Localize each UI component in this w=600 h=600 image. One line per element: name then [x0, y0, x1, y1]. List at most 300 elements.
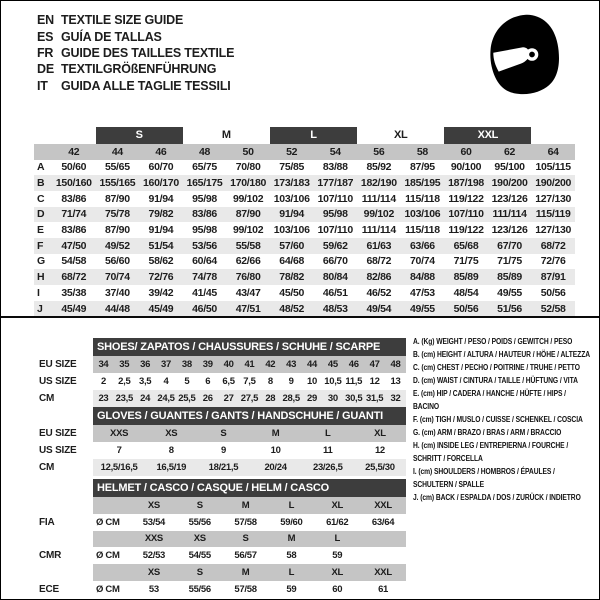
- size-cell: 107/110: [317, 192, 353, 205]
- value-cell: 37: [161, 359, 171, 370]
- size-cell: 95/98: [192, 224, 217, 237]
- size-group-spacer: [52, 127, 96, 144]
- value-cell: 27,5: [240, 393, 259, 404]
- size-cell: 49/52: [104, 239, 130, 252]
- gloves-row: [34, 425, 406, 442]
- size-cell: 103/106: [273, 224, 310, 237]
- value-cell: 23/26,5: [312, 462, 343, 473]
- size-cell: 80/84: [322, 271, 348, 284]
- value-cell: 53/54: [142, 516, 166, 528]
- value-cell: 9: [288, 376, 294, 387]
- value-cell: 28,5: [282, 393, 300, 404]
- value-cell: 24,5: [157, 393, 175, 404]
- size-cell: 61/63: [366, 239, 392, 252]
- value-cell: XXS: [110, 428, 129, 439]
- gloves-row: [34, 442, 406, 459]
- size-cell: 95/98: [322, 208, 348, 221]
- size-cell: 87/91: [540, 271, 566, 284]
- size-cell: 83/86: [192, 208, 217, 221]
- size-cell: 48/54: [453, 286, 479, 299]
- size-cell: 190/200: [535, 177, 572, 190]
- value-cell: M: [271, 428, 280, 439]
- size-row-label: A: [37, 161, 45, 174]
- value-cell: 48: [390, 359, 401, 370]
- row-label: CM: [39, 393, 55, 404]
- size-cell: 62/66: [235, 255, 261, 268]
- size-cell: 82/86: [366, 271, 392, 284]
- size-cell: 47/53: [410, 286, 435, 299]
- size-cell: 46/51: [322, 286, 348, 299]
- value-cell: 38: [181, 359, 192, 370]
- size-column-header: 42: [68, 145, 80, 158]
- helmet-table-title: HELMET / CASCO / CASQUE / HELM / CASCO: [93, 479, 406, 497]
- size-cell: 87/90: [104, 192, 130, 205]
- size-cell: 127/130: [535, 192, 572, 205]
- value-cell: 57/58: [234, 583, 257, 595]
- size-table-row: [34, 207, 575, 223]
- row-label: [34, 497, 93, 514]
- helmet-row: [34, 547, 406, 564]
- size-cell: 71/74: [61, 208, 87, 221]
- size-cell: 123/126: [491, 224, 528, 237]
- size-cell: 87/90: [235, 208, 261, 221]
- size-row-label: J: [37, 302, 43, 315]
- value-cell: 43: [286, 359, 297, 370]
- helmet-table: [34, 479, 406, 598]
- size-cell: 111/114: [361, 224, 396, 237]
- value-cell: 2: [100, 376, 106, 387]
- size-cell: 71/75: [497, 255, 522, 268]
- size-cell: 115/118: [405, 192, 440, 205]
- size-column-header: 64: [547, 145, 559, 158]
- value-cell: 7: [116, 445, 122, 456]
- size-cell: 85/89: [453, 271, 479, 284]
- value-cell: 6: [205, 376, 211, 387]
- size-cell: 41/45: [192, 286, 217, 299]
- language-title: TEXTILGRÖßENFÜHRUNG: [61, 62, 217, 77]
- size-cell: 70/80: [235, 161, 261, 174]
- size-column-header: 56: [373, 145, 385, 158]
- helmet-row: [34, 497, 406, 514]
- size-cell: 182/190: [360, 177, 397, 190]
- row-values: [93, 459, 406, 476]
- value-cell: 7,5: [243, 376, 256, 387]
- size-group-header: L: [270, 127, 357, 144]
- size-row-label: I: [37, 286, 40, 299]
- size-table-row: [34, 254, 575, 270]
- language-code: IT: [37, 78, 48, 93]
- size-group-spacer: [531, 127, 575, 144]
- value-cell: XS: [147, 499, 160, 511]
- size-cell: 53/56: [192, 239, 217, 252]
- size-cell: 99/102: [363, 208, 394, 221]
- value-cell: 46: [348, 359, 359, 370]
- value-cell: 11,5: [345, 376, 363, 387]
- size-cell: 79/82: [148, 208, 174, 221]
- size-cell: 46/52: [366, 286, 392, 299]
- legend-item: A. (Kg) WEIGHT / PESO / POIDS / GEWITCH / PESO: [413, 337, 573, 346]
- size-cell: 75/78: [104, 208, 130, 221]
- size-column-header: 60: [460, 145, 472, 158]
- value-cell: 24: [140, 393, 151, 404]
- gloves-rows: [34, 425, 406, 476]
- value-cell: 26: [202, 393, 213, 404]
- gloves-table: [34, 407, 406, 476]
- size-cell: 51/56: [497, 302, 522, 315]
- shoes-table: [34, 338, 406, 407]
- diameter-unit-label: Ø CM: [96, 583, 120, 595]
- value-cell: 12: [374, 445, 385, 456]
- value-cell: 9: [220, 445, 226, 456]
- size-cell: 47/51: [235, 302, 261, 315]
- size-cell: 39/42: [148, 286, 174, 299]
- size-cell: 37/40: [104, 286, 130, 299]
- size-table-row: [34, 191, 575, 207]
- value-cell: M: [241, 567, 250, 579]
- value-cell: M: [287, 533, 296, 545]
- value-cell: M: [241, 499, 250, 511]
- language-code: EN: [37, 13, 54, 28]
- size-cell: 127/130: [535, 224, 572, 237]
- legend-item: I. (cm) SHOULDERS / HOMBROS / ÉPAULES / SCHULTERN / SPALLE: [413, 467, 555, 489]
- size-cell: 68/72: [366, 255, 392, 268]
- value-cell: 23,5: [115, 393, 133, 404]
- size-cell: 170/180: [230, 177, 267, 190]
- row-values: [93, 514, 406, 531]
- value-cell: 55/56: [188, 516, 211, 528]
- language-row: [37, 12, 234, 28]
- value-cell: 55/56: [188, 583, 211, 595]
- size-cell: 65/68: [453, 239, 479, 252]
- row-label: US SIZE: [39, 376, 77, 387]
- size-cell: 35/38: [61, 286, 87, 299]
- size-data-rows: [34, 160, 575, 317]
- value-cell: S: [196, 567, 203, 579]
- row-label: CMR: [39, 550, 62, 562]
- size-cell: 115/119: [535, 208, 571, 221]
- size-cell: 43/47: [235, 286, 261, 299]
- value-cell: 10,5: [324, 376, 342, 387]
- value-cell: 8: [168, 445, 174, 456]
- value-cell: 36: [140, 359, 151, 370]
- value-cell: 13: [390, 376, 401, 387]
- value-cell: 4: [163, 376, 169, 387]
- value-cell: 20/24: [264, 462, 287, 473]
- shoes-row: [34, 356, 406, 373]
- value-cell: 31,5: [365, 393, 384, 404]
- size-cell: 99/102: [232, 192, 264, 205]
- size-row-label: F: [37, 239, 44, 252]
- size-cell: 87/95: [410, 161, 435, 174]
- value-cell: 3,5: [138, 376, 152, 387]
- size-cell: 85/92: [366, 161, 392, 174]
- size-row-label: G: [37, 255, 45, 268]
- section-divider: [1, 316, 600, 318]
- size-cell: 83/88: [322, 161, 348, 174]
- value-cell: 18/21,5: [208, 462, 239, 473]
- size-cell: 111/114: [492, 208, 527, 221]
- row-values: [93, 356, 406, 373]
- size-table-row: [34, 222, 575, 238]
- value-cell: L: [334, 533, 340, 545]
- value-cell: 29: [307, 393, 317, 404]
- value-cell: XXL: [374, 499, 392, 511]
- size-table-row: [34, 285, 575, 301]
- size-column-header: 58: [416, 145, 428, 158]
- size-cell: 74/78: [192, 271, 217, 284]
- size-cell: 107/110: [317, 224, 353, 237]
- size-column-header: 62: [504, 145, 516, 158]
- value-cell: 59: [286, 583, 297, 595]
- value-cell: 42: [265, 359, 276, 370]
- language-code: FR: [37, 45, 54, 60]
- size-cell: 45/49: [148, 302, 174, 315]
- gloves-table-title: GLOVES / GUANTES / GANTS / HANDSCHUHE / GUANTI: [93, 407, 406, 425]
- size-column-header: 54: [329, 145, 341, 158]
- row-values: [93, 581, 406, 598]
- size-cell: 165/175: [186, 177, 223, 190]
- value-cell: 10: [307, 376, 317, 387]
- shoes-rows: [34, 356, 406, 407]
- size-cell: 52/58: [540, 302, 566, 315]
- size-cell: 55/65: [104, 161, 130, 174]
- value-cell: 56/57: [234, 550, 257, 562]
- language-title: GUIDE DES TAILLES TEXTILE: [61, 45, 235, 60]
- size-cell: 83/86: [61, 192, 87, 205]
- size-cell: 95/98: [192, 192, 217, 205]
- value-cell: 10: [270, 445, 281, 456]
- value-cell: 35: [119, 359, 130, 370]
- language-row: [37, 28, 234, 44]
- size-table-row: [34, 301, 575, 317]
- size-cell: 119/122: [448, 192, 484, 205]
- legend-item: J. (cm) BACK / ESPALDA / DOS / ZURÜCK / INDIETRO: [413, 493, 581, 502]
- value-cell: 12: [369, 376, 380, 387]
- size-cell: 115/118: [405, 224, 440, 237]
- size-cell: 60/64: [192, 255, 217, 268]
- size-cell: 50/56: [453, 302, 479, 315]
- size-cell: 187/198: [448, 177, 484, 190]
- size-column-header: 52: [286, 145, 298, 158]
- helmet-row: [34, 514, 406, 531]
- legend-item: H. (cm) INSIDE LEG / ENTREPIERNA / FOURCHE / SCHRITT / FORCELLA: [413, 441, 569, 463]
- legend-item: G. (cm) ARM / BRAZO / BRAS / ARM / BRACCIO: [413, 428, 562, 437]
- size-cell: 123/126: [491, 192, 528, 205]
- diameter-unit-label: Ø CM: [96, 516, 120, 528]
- size-cell: 68/72: [540, 239, 566, 252]
- value-cell: L: [325, 428, 331, 439]
- size-cell: 95/100: [494, 161, 525, 174]
- legend-item: C. (cm) CHEST / PECHO / POITRINE / TRUHE / PETTO: [413, 363, 580, 372]
- value-cell: S: [220, 428, 227, 439]
- value-cell: 25,5/30: [365, 462, 395, 473]
- diameter-unit-label: Ø CM: [96, 550, 120, 562]
- measurement-legend: [413, 335, 594, 504]
- value-cell: 54/55: [188, 550, 211, 562]
- row-label: US SIZE: [39, 445, 77, 456]
- size-cell: 71/75: [453, 255, 479, 268]
- size-cell: 56/60: [104, 255, 130, 268]
- value-cell: S: [242, 533, 249, 545]
- size-cell: 45/49: [61, 302, 87, 315]
- value-cell: 23: [98, 393, 109, 404]
- size-cell: 91/94: [148, 192, 174, 205]
- size-cell: 177/187: [317, 177, 354, 190]
- size-cell: 91/94: [279, 208, 305, 221]
- size-cell: 84/88: [410, 271, 435, 284]
- size-table-row: [34, 269, 575, 285]
- size-cell: 70/74: [410, 255, 435, 268]
- value-cell: XL: [374, 428, 386, 439]
- size-group-header: M: [221, 129, 231, 141]
- size-group-row: [34, 127, 575, 144]
- value-cell: L: [288, 499, 295, 511]
- language-code: ES: [37, 29, 54, 44]
- value-cell: 6,5: [222, 376, 235, 387]
- legend-item: F. (cm) TIGH / MUSLO / CUISSE / SCHENKEL / COSCIA: [413, 415, 583, 424]
- language-row: [37, 78, 234, 94]
- value-cell: XL: [331, 499, 343, 511]
- size-cell: 72/76: [540, 255, 566, 268]
- language-title-list: [37, 12, 234, 94]
- value-cell: 39: [202, 359, 213, 370]
- size-column-header: 44: [111, 145, 123, 158]
- size-cell: 70/74: [104, 271, 130, 284]
- value-cell: 5: [184, 376, 190, 387]
- size-cell: 99/102: [232, 224, 264, 237]
- size-cell: 50/56: [540, 286, 566, 299]
- helmet-icon: [478, 7, 568, 102]
- size-cell: 67/70: [497, 239, 522, 252]
- size-cell: 54/58: [61, 255, 87, 268]
- size-group-header: XL: [393, 129, 408, 141]
- value-cell: 25,5: [178, 393, 196, 404]
- size-cell: 103/106: [404, 208, 441, 221]
- size-table-row: [34, 238, 575, 254]
- shoes-table-title: SHOES/ ZAPATOS / CHAUSSURES / SCHUHE / SCARPE: [93, 338, 406, 356]
- helmet-rows: [34, 497, 406, 598]
- value-cell: 34: [98, 359, 109, 370]
- size-cell: 103/106: [273, 192, 310, 205]
- size-column-header: 50: [242, 145, 254, 158]
- size-cell: 83/86: [61, 224, 87, 237]
- value-cell: S: [196, 499, 203, 511]
- row-values: [93, 497, 406, 514]
- language-title: TEXTILE SIZE GUIDE: [61, 13, 184, 28]
- size-cell: 49/55: [410, 302, 435, 315]
- size-column-header: 46: [155, 145, 167, 158]
- size-row-label: E: [37, 224, 44, 237]
- size-column-header: 48: [198, 145, 211, 158]
- size-cell: 173/183: [273, 177, 310, 190]
- size-cell: 48/53: [322, 302, 348, 315]
- value-cell: XS: [193, 533, 206, 545]
- row-values: [93, 564, 406, 581]
- value-cell: 30,5: [345, 393, 363, 404]
- size-cell: 58/62: [148, 255, 174, 268]
- size-cell: 47/50: [61, 239, 87, 252]
- size-cell: 50/60: [61, 161, 87, 174]
- value-cell: 53: [148, 583, 159, 595]
- size-cell: 85/89: [497, 271, 522, 284]
- row-label: ECE: [39, 583, 59, 595]
- size-cell: 87/90: [104, 224, 130, 237]
- value-cell: 11: [323, 445, 333, 456]
- size-cell: 46/50: [192, 302, 217, 315]
- legend-item: B. (cm) HEIGHT / ALTURA / HAUTEUR / HÖHE / ALTEZZA: [413, 350, 590, 359]
- gloves-row: [34, 459, 406, 476]
- row-label: FIA: [39, 516, 55, 528]
- language-row: [37, 61, 234, 77]
- main-size-table: [34, 127, 575, 316]
- value-cell: 58: [286, 550, 297, 562]
- size-table-row: [34, 160, 575, 176]
- size-cell: 107/110: [448, 208, 484, 221]
- value-cell: XS: [165, 428, 178, 439]
- value-cell: 61: [378, 583, 389, 595]
- size-cell: 57/60: [279, 239, 305, 252]
- shoes-row: [34, 373, 406, 390]
- lower-tables: [34, 338, 406, 598]
- value-cell: 52/53: [142, 550, 166, 562]
- size-cell: 78/82: [279, 271, 305, 284]
- value-cell: 59: [332, 550, 343, 562]
- row-values: [93, 442, 406, 459]
- value-cell: XS: [147, 567, 160, 579]
- value-cell: 16,5/19: [156, 462, 187, 473]
- language-row: [37, 45, 234, 61]
- legend-item: D. (cm) WAIST / CINTURA / TAILLE / HÜFTUNG / VITA: [413, 376, 578, 385]
- value-cell: 45: [327, 359, 338, 370]
- value-cell: XXS: [144, 533, 163, 545]
- size-row-label: B: [37, 177, 45, 190]
- row-label: EU SIZE: [39, 359, 77, 370]
- value-cell: 44: [307, 359, 317, 370]
- size-cell: 66/70: [322, 255, 348, 268]
- value-cell: 59/60: [280, 516, 303, 528]
- value-cell: 30: [327, 393, 338, 404]
- value-cell: 2,5: [118, 376, 131, 387]
- row-label: [34, 531, 93, 548]
- value-cell: 32: [390, 393, 401, 404]
- size-cell: 75/85: [279, 161, 305, 174]
- shoes-row: [34, 390, 406, 407]
- size-cell: 76/80: [235, 271, 261, 284]
- size-row-label: D: [37, 208, 45, 221]
- value-cell: 28: [265, 393, 276, 404]
- size-row-label: C: [37, 192, 45, 205]
- size-cell: 55/58: [235, 239, 261, 252]
- value-cell: 60: [332, 583, 343, 595]
- value-cell: 57/58: [234, 516, 257, 528]
- value-cell: 47: [369, 359, 380, 370]
- language-title: GUIDA ALLE TAGLIE TESSILI: [61, 78, 231, 93]
- size-cell: 45/50: [279, 286, 305, 299]
- size-cell: 63/66: [410, 239, 435, 252]
- size-cell: 68/72: [61, 271, 87, 284]
- size-row-label: H: [37, 271, 45, 284]
- size-cell: 119/122: [448, 224, 484, 237]
- row-label: EU SIZE: [39, 428, 77, 439]
- size-cell: 65/75: [192, 161, 217, 174]
- size-number-row: [34, 144, 575, 160]
- row-label: CM: [39, 462, 55, 473]
- size-cell: 160/170: [143, 177, 179, 190]
- legend-item: E. (cm) HIP / CADERA / HANCHE / HÜFTE / HIPS / BACINO: [413, 389, 566, 411]
- size-cell: 44/48: [104, 302, 130, 315]
- size-cell: 150/160: [55, 177, 92, 190]
- language-code: DE: [37, 62, 54, 77]
